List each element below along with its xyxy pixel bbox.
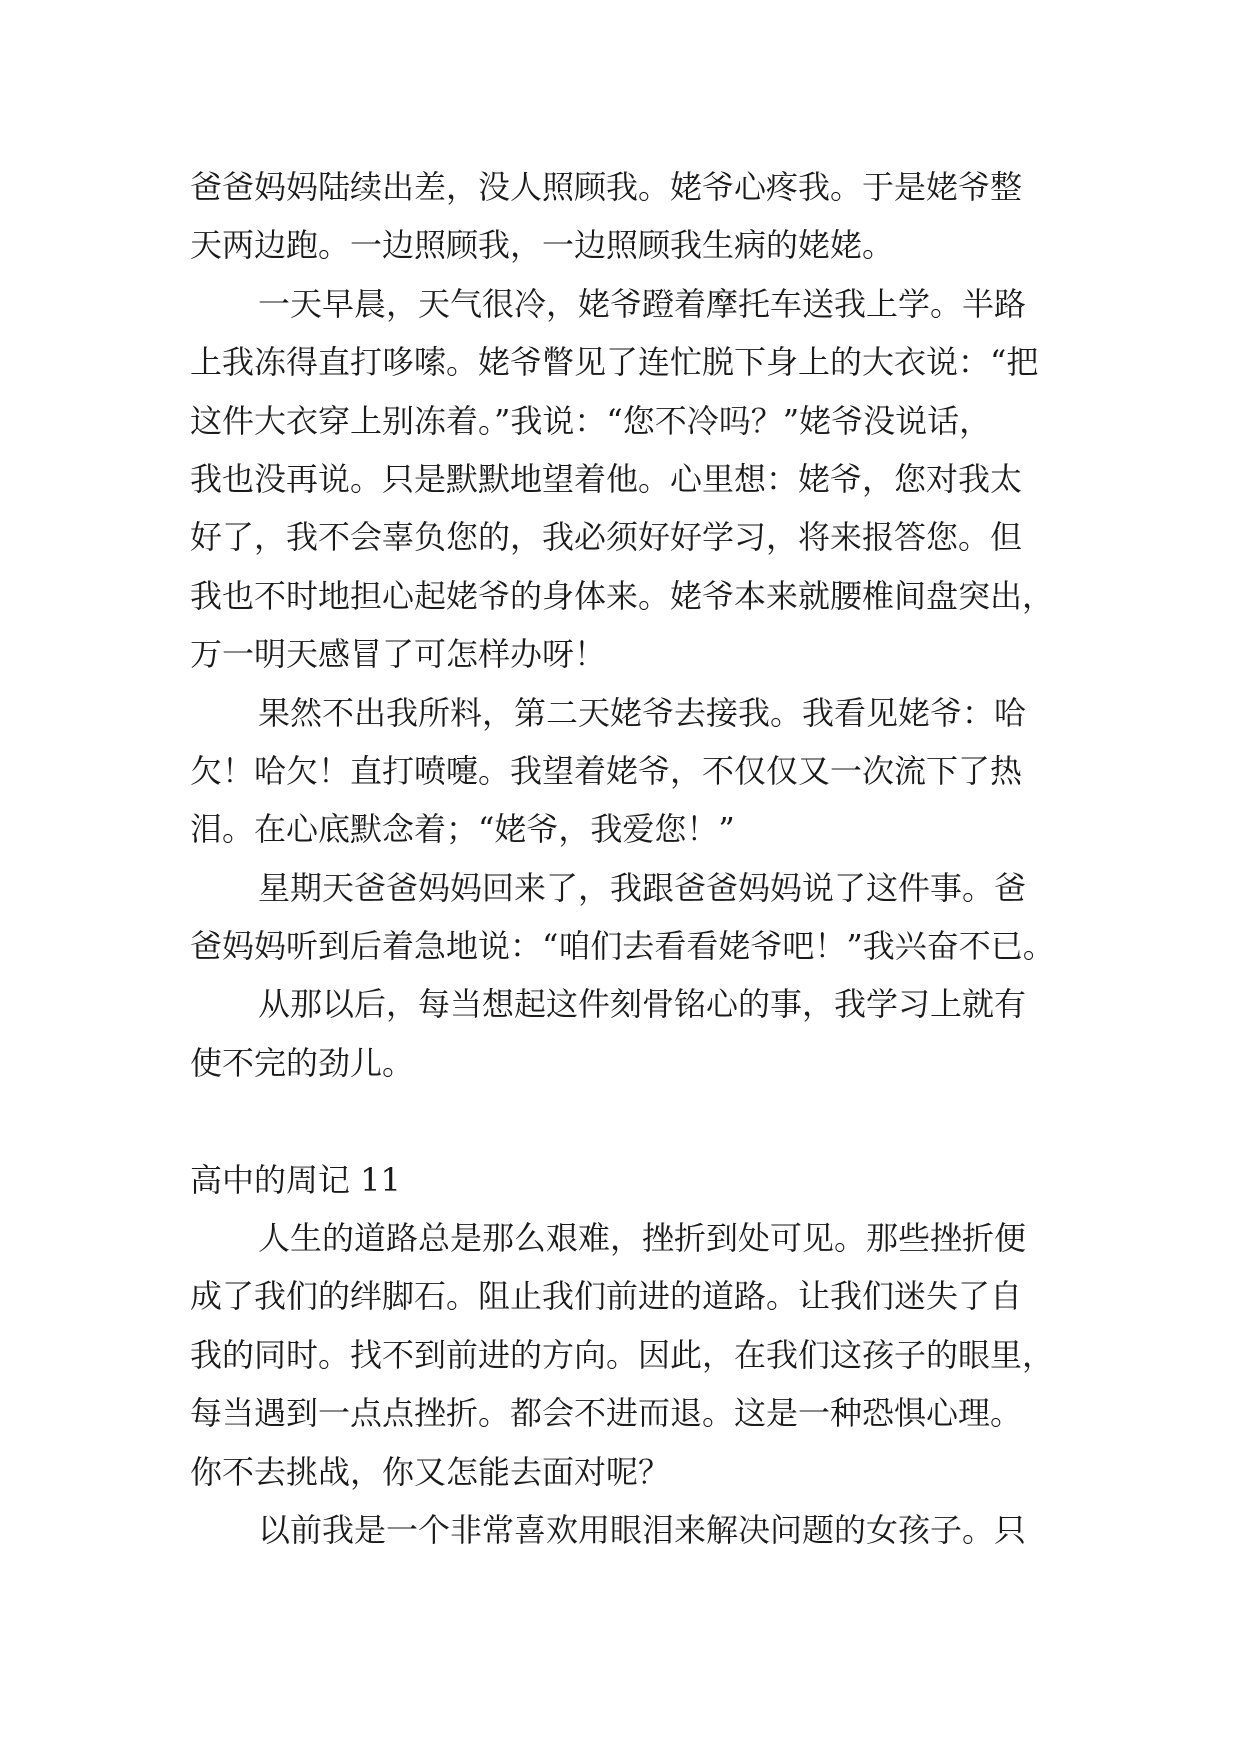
text-line: 天两边跑。一边照顾我，一边照顾我生病的姥姥。	[190, 226, 895, 265]
text-line: 从那以后，每当想起这件刻骨铭心的事，我学习上就有	[258, 985, 1027, 1024]
document-body	[190, 158, 1070, 1559]
section-heading: 高中的周记 11	[190, 1160, 401, 1199]
text-line: 好了，我不会辜负您的，我必须好好学习，将来报答您。但	[190, 518, 1023, 557]
text-line: 我也不时地担心起姥爷的身体来。姥爷本来就腰椎间盘突出，	[190, 576, 1055, 615]
text-line: 人生的道路总是那么艰难，挫折到处可见。那些挫折便	[258, 1219, 1027, 1258]
section-spacer	[190, 1092, 1070, 1150]
text-line: 泪。在心底默念着；“姥爷，我爱您！”	[190, 810, 735, 849]
text-line: 以前我是一个非常喜欢用眼泪来解决问题的女孩子。只	[258, 1510, 1027, 1549]
text-line: 我也没再说。只是默默地望着他。心里想：姥爷，您对我太	[190, 459, 1023, 498]
text-line: 你不去挑战，你又怎能去面对呢？	[190, 1452, 671, 1491]
text-line: 这件大衣穿上别冻着。”我说：“您不冷吗？”姥爷没说话，	[190, 401, 992, 440]
text-line: 星期天爸爸妈妈回来了，我跟爸爸妈妈说了这件事。爸	[258, 868, 1027, 907]
text-line: 爸妈妈听到后着急地说：“咱们去看看姥爷吧！”我兴奋不已。	[190, 927, 1055, 966]
text-line: 每当遇到一点点挫折。都会不进而退。这是一种恐惧心理。	[190, 1394, 1023, 1433]
text-line: 欠！哈欠！直打喷嚏。我望着姥爷，不仅仅又一次流下了热	[190, 751, 1023, 790]
text-line: 万一明天感冒了可怎样办呀！	[190, 635, 607, 674]
text-line: 上我冻得直打哆嗦。姥爷瞥见了连忙脱下身上的大衣说：“把	[190, 343, 1039, 382]
text-line: 果然不出我所料，第二天姥爷去接我。我看见姥爷：哈	[258, 693, 1027, 732]
text-line: 成了我们的绊脚石。阻止我们前进的道路。让我们迷失了自	[190, 1277, 1023, 1316]
text-line: 一天早晨，天气很冷，姥爷蹬着摩托车送我上学。半路	[258, 284, 1027, 323]
text-line: 我的同时。找不到前进的方向。因此，在我们这孩子的眼里，	[190, 1335, 1055, 1374]
text-line: 爸爸妈妈陆续出差，没人照顾我。姥爷心疼我。于是姥爷整	[190, 168, 1023, 206]
text-line: 使不完的劲儿。	[190, 1043, 415, 1082]
